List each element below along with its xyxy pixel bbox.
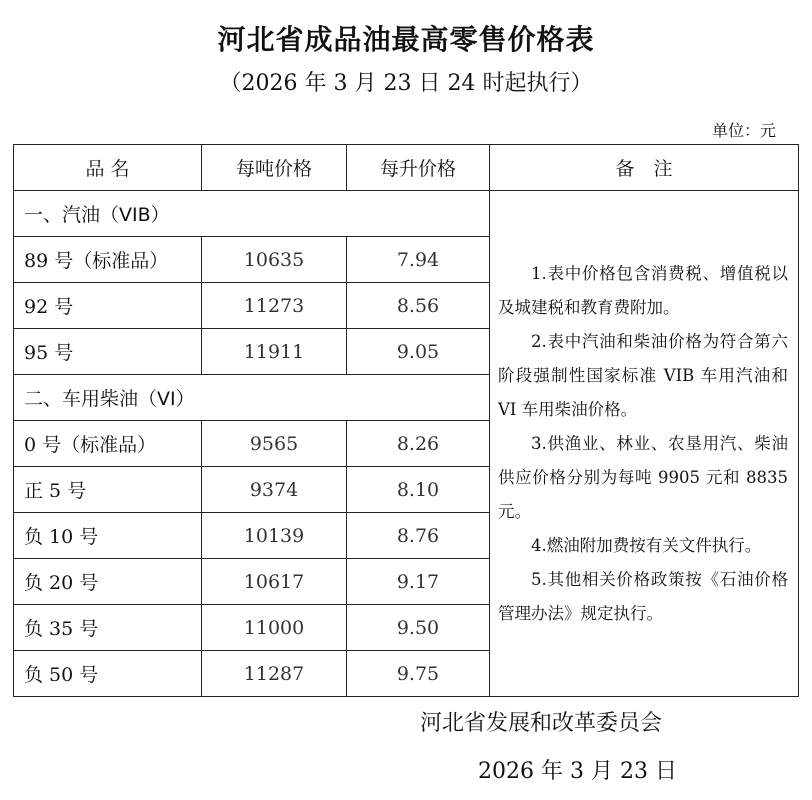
liter-price: 9.50 xyxy=(347,605,490,651)
ton-price: 11273 xyxy=(202,283,347,329)
note: 3.供渔业、林业、农垦用汽、柴油供应价格分别为每吨 9905 元和 8835 元。 xyxy=(498,433,788,521)
header-name: 品 名 xyxy=(14,145,202,191)
header-row xyxy=(14,145,799,191)
liter-price: 9.17 xyxy=(347,559,490,605)
issue-date: 2026 年 3 月 23 日 xyxy=(478,759,677,784)
section-row xyxy=(14,191,799,237)
product-name: 负 10 号 xyxy=(14,513,202,559)
ton-price: 10635 xyxy=(202,237,347,283)
header-notes: 备 注 xyxy=(490,145,799,191)
ton-price: 11000 xyxy=(202,605,347,651)
liter-price: 8.56 xyxy=(347,283,490,329)
product-name: 89 号（标准品） xyxy=(14,237,202,283)
note: 2.表中汽油和柴油价格为符合第六阶段强制性国家标准 VIB 车用汽油和 VI 车用柴油价格。 xyxy=(498,331,788,419)
ton-price: 10617 xyxy=(202,559,347,605)
ton-price: 11911 xyxy=(202,329,347,375)
ton-price: 10139 xyxy=(202,513,347,559)
liter-price: 9.05 xyxy=(347,329,490,375)
section-gasoline: 一、汽油（VIB） xyxy=(14,191,490,237)
product-name: 92 号 xyxy=(14,283,202,329)
liter-price: 8.76 xyxy=(347,513,490,559)
liter-price: 9.75 xyxy=(347,651,490,697)
liter-price: 8.10 xyxy=(347,467,490,513)
liter-price: 8.26 xyxy=(347,421,490,467)
notes-cell xyxy=(490,191,799,697)
issuer: 河北省发展和改革委员会 xyxy=(420,711,663,736)
note: 5.其他相关价格政策按《石油价格管理办法》规定执行。 xyxy=(498,569,788,623)
price-table xyxy=(13,144,799,697)
note: 1.表中价格包含消费税、增值税以及城建税和教育费附加。 xyxy=(498,263,788,317)
header-liter-price: 每升价格 xyxy=(347,145,490,191)
product-name: 负 35 号 xyxy=(14,605,202,651)
product-name: 负 50 号 xyxy=(14,651,202,697)
effective-time: （2026 年 3 月 23 日 24 时起执行） xyxy=(219,71,593,96)
product-name: 95 号 xyxy=(14,329,202,375)
liter-price: 7.94 xyxy=(347,237,490,283)
unit-label: 单位：元 xyxy=(711,121,776,140)
page-title: 河北省成品油最高零售价格表 xyxy=(217,23,595,56)
note: 4.燃油附加费按有关文件执行。 xyxy=(531,535,762,555)
ton-price: 9565 xyxy=(202,421,347,467)
header-ton-price: 每吨价格 xyxy=(202,145,347,191)
ton-price: 9374 xyxy=(202,467,347,513)
product-name: 正 5 号 xyxy=(14,467,202,513)
product-name: 0 号（标准品） xyxy=(14,421,202,467)
section-diesel: 二、车用柴油（VI） xyxy=(14,375,490,421)
ton-price: 11287 xyxy=(202,651,347,697)
product-name: 负 20 号 xyxy=(14,559,202,605)
